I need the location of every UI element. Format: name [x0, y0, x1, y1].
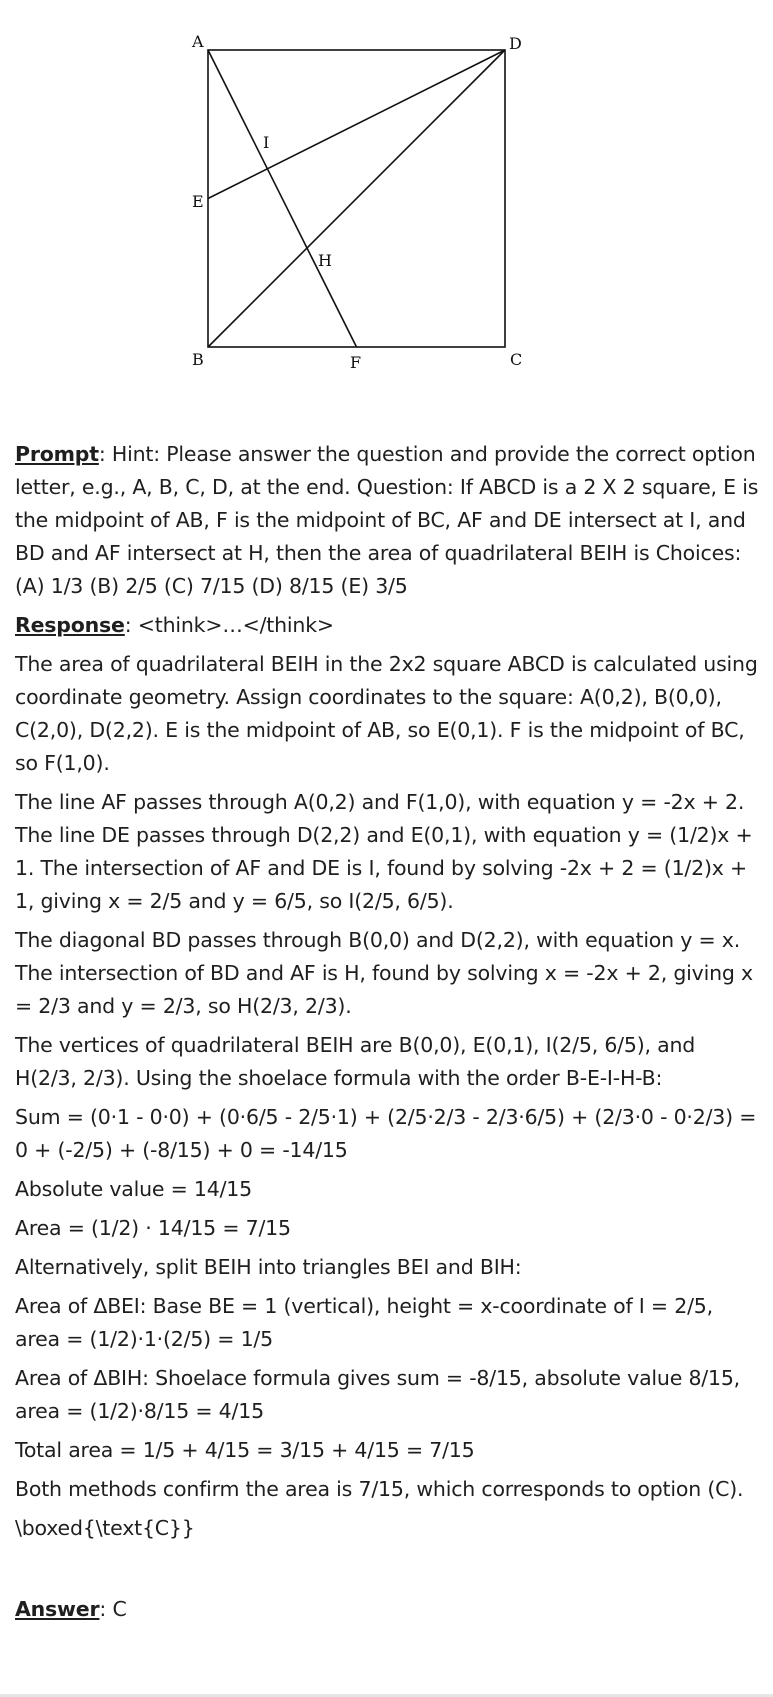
geometry-figure: [190, 28, 580, 408]
label-e: E: [192, 192, 204, 211]
answer-block: [15, 1593, 763, 1626]
response-label: Response: [15, 613, 125, 637]
response-paragraph: The diagonal BD passes through B(0,0) and D(2,2), with equation y = x. The intersection of BD and AF is H, found by solving x = -2x + 2, giving x = 2/3 and y = 2/3, so H(2/3, 2/3).: [15, 928, 753, 1018]
response-paragraph: Alternatively, split BEIH into triangles BEI and BIH:: [15, 1255, 522, 1279]
response-paragraph: Area = (1/2) · 14/15 = 7/15: [15, 1216, 291, 1240]
label-c: C: [510, 350, 523, 369]
response-paragraph: The area of quadrilateral BEIH in the 2x2 square ABCD is calculated using coordinate geometry. Assign coordinates to the square: A(0,2), B(0,0), C(2,0), D(2,2). E is the midpoint of AB, so E(0,1). F is the midpoint of BC, so F(1,0).: [15, 652, 758, 775]
think-text: : <think>…</think>: [124, 613, 334, 637]
answer-label: Answer: [15, 1597, 100, 1621]
label-f: F: [350, 353, 362, 372]
prompt-block: [15, 438, 763, 603]
response-paragraph: Both methods confirm the area is 7/15, which corresponds to option (C).: [15, 1477, 744, 1501]
response-paragraph: Sum = (0·1 - 0·0) + (0·6/5 - 2/5·1) + (2/5·2/3 - 2/3·6/5) + (2/3·0 - 0·2/3) = 0 + (-2/5) + (-8/15) + 0 = -14/15: [15, 1105, 757, 1162]
label-i: I: [263, 133, 270, 152]
response-paragraph: Absolute value = 14/15: [15, 1177, 252, 1201]
prompt-label: Prompt: [15, 442, 99, 466]
response-paragraph: The line AF passes through A(0,2) and F(1,0), with equation y = -2x + 2. The line DE passes through D(2,2) and E(0,1), with equation y = (1/2)x + 1. The intersection of AF and DE is I, found by solving -2x + 2 = (1/2)x + 1, giving x = 2/5 and y = 6/5, so I(2/5, 6/5).: [15, 790, 753, 913]
qa-content: [15, 438, 763, 1632]
label-h: H: [318, 251, 332, 270]
segment-de: [208, 50, 505, 199]
response-paragraph: Area of ΔBIH: Shoelace formula gives sum = -8/15, absolute value 8/15, area = (1/2)·8/15 = 4/15: [15, 1366, 741, 1423]
response-header: [15, 609, 763, 642]
response-paragraph: Total area = 1/5 + 4/15 = 3/15 + 4/15 = 7/15: [15, 1438, 475, 1462]
answer-text: : C: [99, 1597, 127, 1621]
prompt-text: : Hint: Please answer the question and provide the correct option letter, e.g., A, B, C, D, at the end. Question: If ABCD is a 2 X 2 square, E is the midpoint of AB, F is the midpoint of BC, AF and DE intersect at I, and BD and AF intersect at H, then the area of quadrilateral BEIH is Choices: (A) 1/3 (B) 2/5 (C) 7/15 (D) 8/15 (E) 3/5: [15, 442, 759, 598]
label-a: A: [192, 32, 204, 51]
diagonal-bd: [208, 50, 505, 347]
label-d: D: [509, 34, 522, 53]
label-b: B: [192, 350, 204, 369]
response-paragraph: \boxed{\text{C}}: [15, 1516, 195, 1540]
response-paragraph: The vertices of quadrilateral BEIH are B(0,0), E(0,1), I(2/5, 6/5), and H(2/3, 2/3). Using the shoelace formula with the order B-E-I-H-B:: [15, 1033, 696, 1090]
segment-af: [208, 50, 357, 347]
response-paragraph: Area of ΔBEI: Base BE = 1 (vertical), height = x-coordinate of I = 2/5, area = (1/2)·1·(2/5) = 1/5: [15, 1294, 713, 1351]
